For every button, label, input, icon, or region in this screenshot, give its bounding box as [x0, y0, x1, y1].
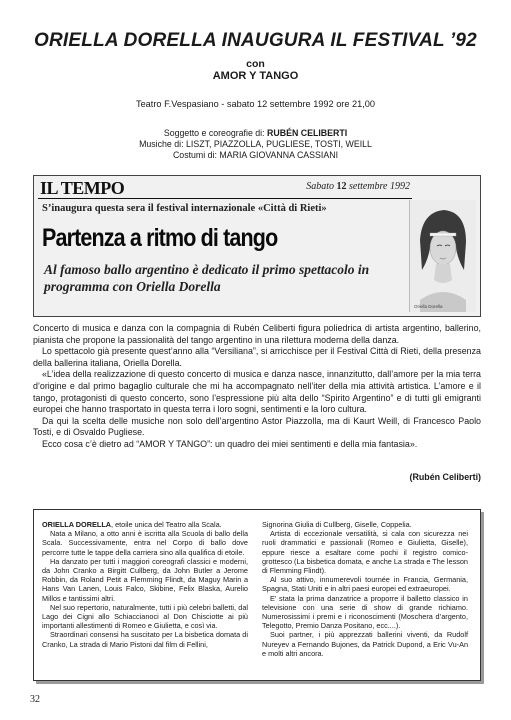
bio-column-left	[42, 520, 248, 649]
newspaper-masthead: IL TEMPO	[40, 178, 125, 198]
body-paragraph: Concerto di musica e danza con la compagnia di Rubén Celiberti figura poliedrica di artista argentino, ballerino, pianista che propone la passionalità del tango argentino in una rilettura moderna della danza.	[33, 323, 481, 345]
author-signature: (Rubén Celiberti)	[409, 472, 481, 482]
page-number: 32	[30, 694, 40, 705]
bio-paragraph: E’ stata la prima danzatrice a proporre il balletto classico in televisione con una serie di show di grande richiamo. Numerosissimi i premi e i riconoscimenti (Moschera d’argento, Telegotto, Premio Danza Positano, ecc....).	[262, 593, 468, 631]
costumi-line: Costumi di: MARIA GIOVANNA CASSIANI	[172, 150, 339, 160]
portrait-image	[410, 200, 476, 312]
article-deck: Al famoso ballo argentino è dedicato il primo spettacolo in programma con Oriella Dorella	[44, 262, 370, 294]
biography-box	[33, 509, 481, 681]
bio-paragraph: Nel suo repertorio, naturalmente, tutti i più celebri balletti, dal Lago dei Cigni allo Schiaccianoci al Don Chisciotte ai più importanti allestimenti di Romeo e Giulietta, e così via.	[42, 602, 248, 631]
bio-paragraph: Al suo attivo, innumerevoli tournée in Francia, Germania, Spagna, Stati Uniti e in altri paesi europei ed extraeuropei.	[262, 575, 468, 594]
date-prefix: Sabato	[306, 181, 337, 192]
bio-column-right	[262, 520, 468, 658]
credits-block	[0, 128, 511, 161]
bio-name: ORIELLA DORELLA	[42, 520, 112, 529]
body-paragraph: Lo spettacolo già presente quest’anno alla “Versiliana”, si arricchisce per il Festival Città di Rieti, della presenza della ballerina italiana, Oriella Dorella.	[33, 346, 481, 368]
article-body	[33, 323, 481, 451]
date-day: 12	[336, 181, 347, 192]
show-title: AMOR Y TANGO	[212, 70, 299, 82]
dancer-photo	[409, 200, 476, 312]
body-paragraph: «L’idea della realizzazione di questo concerto di musica e danza nasce, innanzitutto, dall’amore per la mia terra d’origine e dal primo bagaglio culturale che mi ha accompagnato nell’iter della mia attività artistica. L’amore e il tango, protagonisti di questo concerto, sono l’espressione più alta dello “Spirito Argentino” e di tutti gli emigranti europei che hanno trasportato in questa terra i loro sogni, sentimenti e la loro cultura.	[33, 369, 481, 415]
body-paragraph: Da qui la scelta delle musiche non solo dell’argentino Astor Piazzolla, ma di Kaurt Weill, di Francesco Paolo Tosti, e di Osvaldo Pugliese.	[33, 415, 481, 438]
bio-paragraph: Artista di eccezionale versatilità, si cala con sicurezza nei ruoli drammatici e passionali (Romeo e Giulietta, Giselle), eppure riesce a esaltare come pochi il registro comico-grottesco (La bisbetica domata, e anche La strada e The lesson di Flemming Flindt).	[262, 529, 468, 576]
bio-paragraph: Straordinari consensi ha suscitato per La bisbetica domata di Cranko, La strada di Mario Pistoni dal film di Fellini,	[42, 630, 248, 649]
bio-paragraph: Signorina Giulia di Cullberg, Giselle, Coppelia.	[262, 520, 412, 529]
soggetto-value: RUBÉN CELIBERTI	[267, 128, 348, 138]
masthead-rule	[38, 198, 412, 199]
soggetto-label: Soggetto e coreografie di:	[163, 128, 268, 138]
bio-paragraph	[42, 520, 248, 529]
photo-caption: Oriella Dorella	[414, 304, 443, 309]
bio-paragraph: Nata a Milano, a otto anni è iscritta alla Scuola di ballo della Scala. Successivamente, entra nel Corpo di ballo dove percorre tutte le tappe della carriera sino alla qualifica di etoile.	[42, 529, 248, 557]
venue-line: Teatro F.Vespasiano - sabato 12 settembre 1992 ore 21,00	[135, 99, 376, 109]
bio-paragraph: Ha danzato per tutti i maggiori coreografi classici e moderni, da John Cranko a Birgitt Cullberg, da John Butler a Jerome Robbin, da Roland Petit a Flemming Flindt, da Maguy Marin a Hans Van Lanen, Louis Falco, Skibine, Felix Blaska, Aurelio Millos e tantissimi altri.	[42, 556, 248, 603]
page-title: ORIELLA DORELLA INAUGURA IL FESTIVAL ’92	[34, 30, 477, 51]
article-kicker: S’inaugura questa sera il festival internazionale «Città di Rieti»	[42, 203, 327, 214]
newspaper-date	[306, 181, 410, 192]
body-paragraph: Ecco cosa c’è dietro ad “AMOR Y TANGO”: un quadro dei miei sentimenti e della mia fantasia».	[42, 438, 418, 449]
con-label: con	[246, 58, 265, 70]
bio-paragraph: Suoi partner, i più apprezzati ballerini viventi, da Rudolf Nureyev a Fernando Bujones, da Patrick Dupond, a Eric Vu-An e molti altri ancora.	[262, 630, 468, 658]
musiche-line: Musiche di: LISZT, PIAZZOLLA, PUGLIESE, TOSTI, WEILL	[139, 139, 372, 149]
soggetto-line	[0, 128, 511, 139]
article-headline: Partenza a ritmo di tango	[42, 224, 278, 252]
newspaper-clipping	[33, 175, 481, 317]
date-suffix: settembre 1992	[346, 181, 410, 192]
bio-intro: , etoile unica del Teatro alla Scala.	[111, 520, 222, 529]
